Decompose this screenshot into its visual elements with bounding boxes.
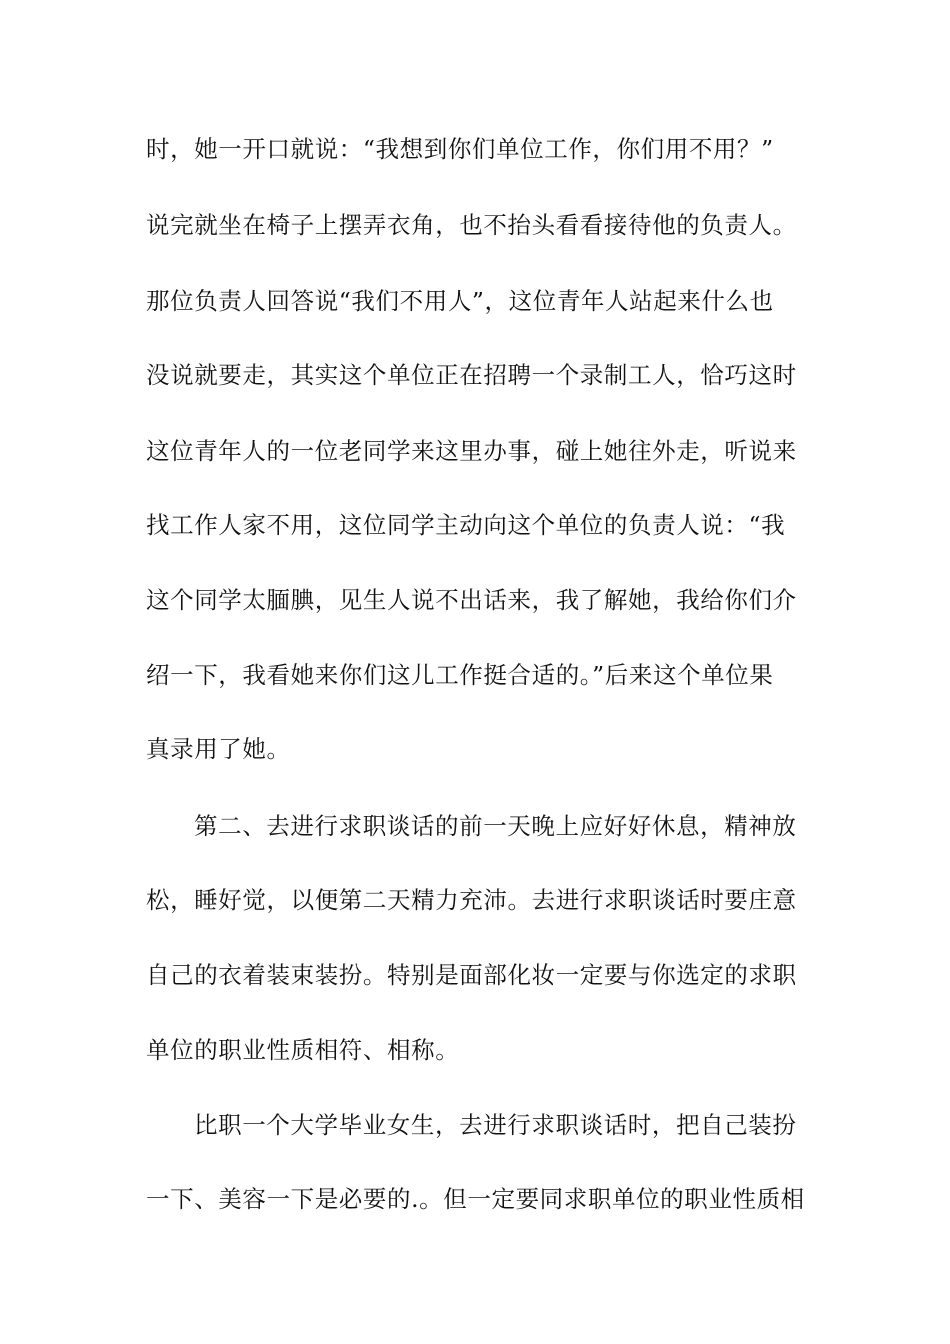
text-line: 这位青年人的一位老同学来这里办事，碰上她往外走，听说来	[146, 437, 797, 465]
text-line: 松，睡好觉，以便第二天精力充沛。去进行求职谈话时要庄意	[146, 886, 797, 914]
text-line: 一下、美容一下是必要的.。但一定要同求职单位的职业性质相	[146, 1185, 805, 1213]
text-line: 真录用了她。	[146, 735, 291, 763]
text-line: 没说就要走，其实这个单位正在招聘一个录制工人，恰巧这时	[146, 361, 797, 389]
text-line: 说完就坐在椅子上摆弄衣角，也不抬头看看接待他的负责人。	[146, 211, 797, 239]
text-line: 那位负责人回答说“我们不用人”，这位青年人站起来什么也	[146, 287, 774, 315]
paragraph-first-line: 比职一个大学毕业女生，去进行求职谈话时，把自己装扮	[194, 1111, 797, 1139]
text-line: 单位的职业性质相符、相称。	[146, 1036, 460, 1064]
text-line: 找工作人家不用，这位同学主动向这个单位的负责人说：“我	[146, 511, 786, 539]
paragraph-first-line: 第二、去进行求职谈话的前一天晚上应好好休息，精神放	[194, 812, 797, 840]
text-line: 时，她一开口就说：“我想到你们单位工作，你们用不用？”	[146, 135, 774, 163]
text-line: 自己的衣着装束装扮。特别是面部化妆一定要与你选定的求职	[146, 961, 797, 989]
text-line: 这个同学太腼腆，见生人说不出话来，我了解她，我给你们介	[146, 586, 797, 614]
text-line: 绍一下，我看她来你们这儿工作挺合适的。”后来这个单位果	[146, 661, 774, 689]
